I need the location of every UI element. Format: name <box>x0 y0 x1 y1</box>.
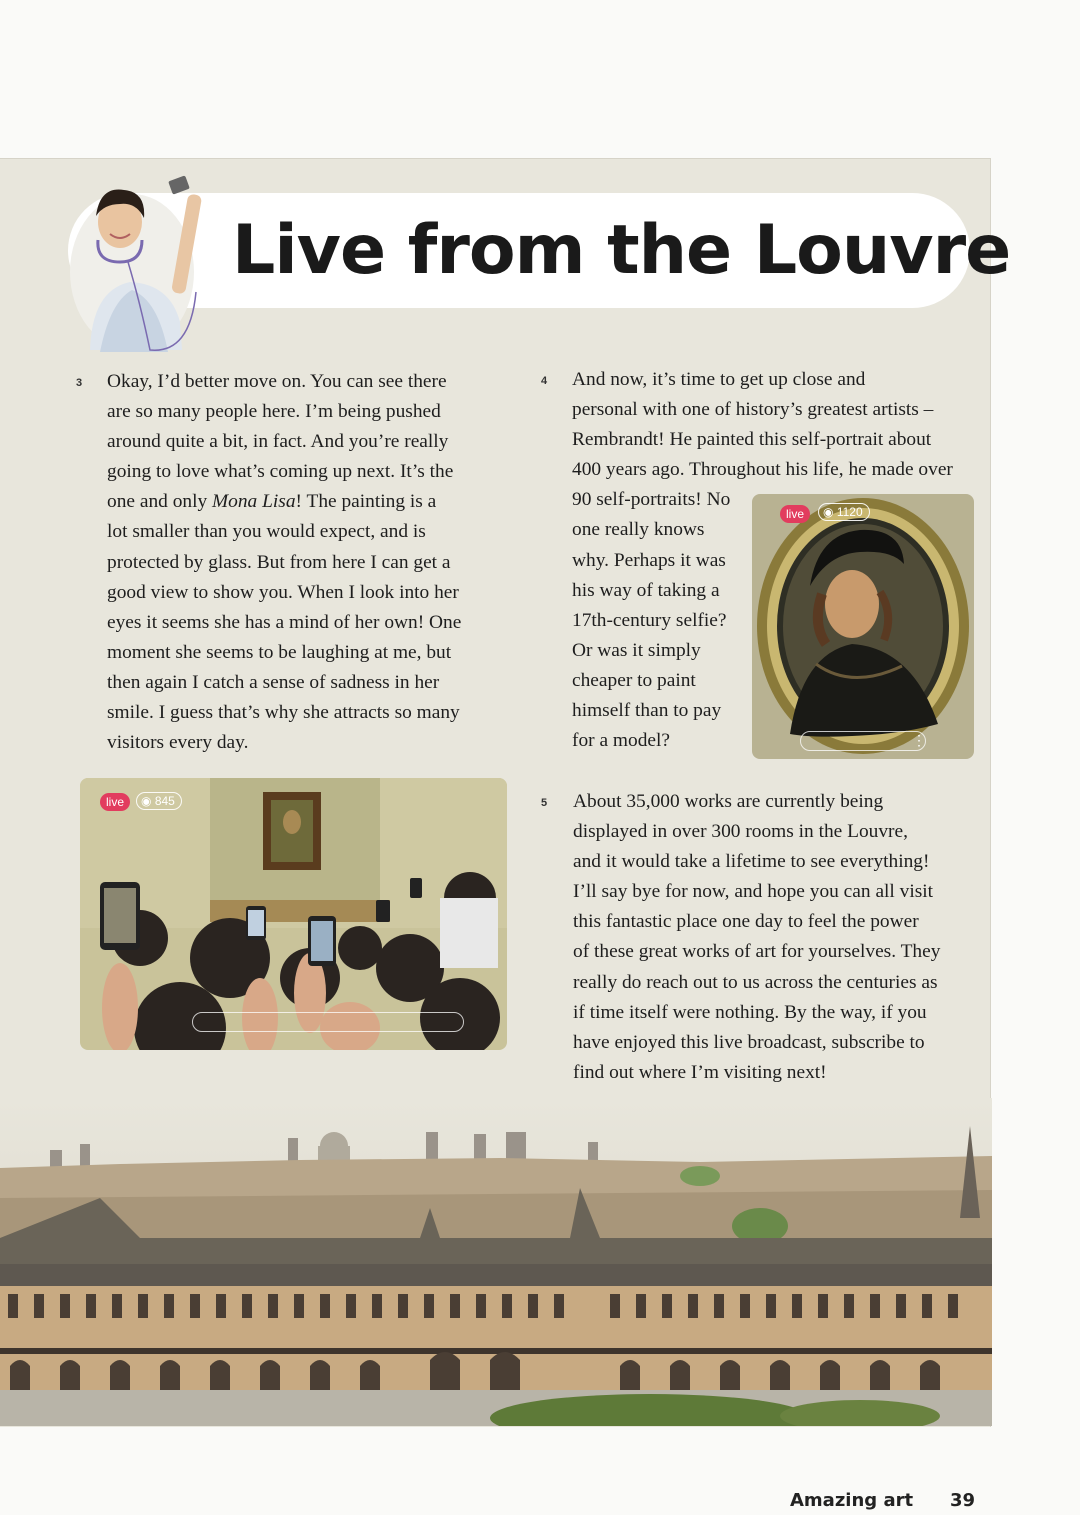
section-5-text <box>573 787 983 1088</box>
text-line: one really knows <box>572 519 705 541</box>
comment-input-bar[interactable] <box>192 1012 464 1032</box>
text-line: going to love what’s coming up next. It’s the <box>107 461 454 483</box>
view-counter <box>818 503 870 521</box>
page-number: 39 <box>950 1490 976 1511</box>
comment-input-bar[interactable] <box>800 731 926 751</box>
text-line: 90 self-portraits! No <box>572 489 731 511</box>
presenter-avatar <box>70 172 220 357</box>
text-line: moment she seems to be laughing at me, but <box>107 641 452 663</box>
text-line: for a model? <box>572 730 670 752</box>
rembrandt-stream-photo <box>752 494 974 759</box>
text-line: really do reach out to us across the centuries as <box>573 971 938 993</box>
text-line: I’ll say bye for now, and hope you can all visit <box>573 881 934 903</box>
text-line: eyes it seems she has a mind of her own! One <box>107 611 462 633</box>
view-counter <box>136 792 182 810</box>
page-title: Live from the Louvre <box>232 211 1011 290</box>
text-line: visitors every day. <box>107 732 249 754</box>
louvre-skyline-photo <box>0 1098 992 1426</box>
section-number-4: 4 <box>541 375 548 387</box>
text-line: and it would take a lifetime to see everything! <box>573 851 930 873</box>
text-line: About 35,000 works are currently being <box>573 791 884 812</box>
live-badge: live <box>780 505 810 523</box>
text-line: one and only Mona Lisa! The painting is a <box>107 491 437 513</box>
text-line: protected by glass. But from here I can get a <box>107 551 451 573</box>
text-line: around quite a bit, in fact. And you’re really <box>107 431 449 453</box>
eye-icon: ◉ <box>823 505 834 519</box>
text-line: of these great works of art for yourselves. They <box>573 941 941 963</box>
text-line: his way of taking a <box>572 579 720 601</box>
text-line: are so many people here. I’m being pushed <box>107 401 441 423</box>
text-line: smile. I guess that’s why she attracts so many <box>107 702 460 724</box>
view-count: 1120 <box>836 505 863 519</box>
text-line: have enjoyed this live broadcast, subscribe to <box>573 1031 925 1053</box>
text-line: cheaper to paint <box>572 669 696 691</box>
text-line: Or was it simply <box>572 639 701 661</box>
eye-icon: ◉ <box>141 794 152 808</box>
text-line: Rembrandt! He painted this self-portrait about <box>572 429 932 451</box>
section-number-5: 5 <box>541 797 548 809</box>
text-line: good view to show you. When I look into her <box>107 581 459 603</box>
text-line: if time itself were nothing. By the way, if you <box>573 1001 927 1023</box>
text-line: himself than to pay <box>572 700 722 722</box>
footer-section-name: Amazing art <box>790 1490 914 1511</box>
text-line: 17th-century selfie? <box>572 609 727 631</box>
more-options-icon[interactable]: ⋮ <box>912 732 926 748</box>
painting-title: Mona Lisa <box>212 491 296 513</box>
text-line: then again I catch a sense of sadness in her <box>107 671 440 693</box>
rembrandt-portrait-illustration <box>752 494 974 759</box>
text-line: personal with one of history’s greatest artists – <box>572 399 934 421</box>
text-line: why. Perhaps it was <box>572 549 726 571</box>
text-line: Okay, I’d better move on. You can see there <box>107 371 447 392</box>
mona-lisa-stream-photo <box>80 778 507 1050</box>
text-line: displayed in over 300 rooms in the Louvre, <box>573 821 908 843</box>
text-line: And now, it’s time to get up close and <box>572 369 866 390</box>
text-line: 400 years ago. Throughout his life, he made over <box>572 459 953 481</box>
section-number-3: 3 <box>76 377 83 389</box>
text-line: lot smaller than you would expect, and is <box>107 521 426 543</box>
live-badge: live <box>100 793 130 811</box>
text-line: this fantastic place one day to feel the power <box>573 911 919 933</box>
text-line: find out where I’m visiting next! <box>573 1061 827 1083</box>
view-count: 845 <box>154 794 175 808</box>
mona-lisa-crowd-illustration <box>80 778 507 1050</box>
section-3-text <box>107 367 527 758</box>
